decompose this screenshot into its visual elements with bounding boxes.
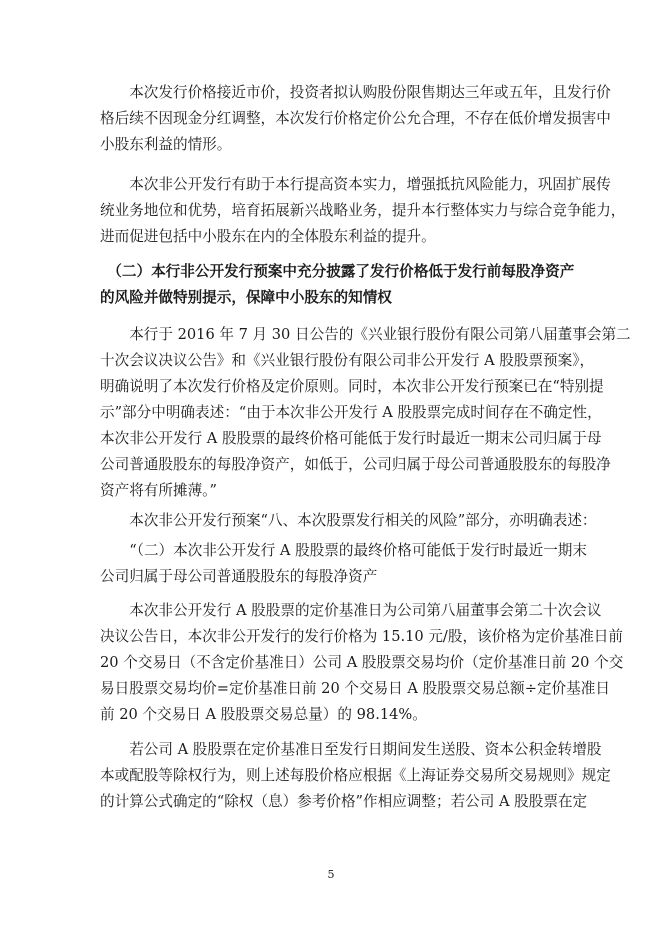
paragraph	[100, 80, 611, 158]
text-line: “（二）本次非公开发行 A 股股票的最终价格可能低于发行时最近一期末	[100, 542, 587, 559]
paragraph	[100, 737, 611, 815]
text-line: （二）本行非公开发行预案中充分披露了发行价格低于发行前每股净资产	[100, 263, 575, 280]
text-line: 20 个交易日（不含定价基准日）公司 A 股股票交易均价（定价基准日前 20 个交	[100, 654, 624, 671]
text-line: 本次非公开发行 A 股股票的定价基准日为公司第八届董事会第二十次会议	[100, 602, 602, 619]
paragraph	[100, 598, 624, 728]
section-heading	[100, 259, 575, 311]
text-line: 公司普通股股东的每股净资产，如低于，公司归属于母公司普通股股东的每股净	[100, 456, 611, 473]
text-line: 明确说明了本次发行价格及定价原则。同时，本次非公开发行预案已在“特别提	[100, 378, 604, 395]
text-line: 进而促进包括中小股东在内的全体股东利益的提升。	[100, 228, 436, 245]
text-line: 资产将有所摊薄。”	[100, 482, 217, 499]
text-line: 前 20 个交易日 A 股股票交易总量）的 98.14%。	[100, 706, 427, 723]
text-line: 本行于 2016 年 7 月 30 日公告的《兴业银行股份有限公司第八届董事会第二	[100, 326, 631, 343]
text-line: 本或配股等除权行为，则上述每股价格应根据《上海证券交易所交易规则》规定	[100, 767, 611, 784]
text-line: 的风险并做特别提示，保障中小股东的知情权	[100, 289, 392, 306]
paragraph	[100, 538, 587, 590]
text-line: 统业务地位和优势，培育拓展新兴战略业务，提升本行整体实力与综合竞争能力，	[100, 202, 626, 219]
text-line: 本次发行价格接近市价，投资者拟认购股份限售期达三年或五年，且发行价	[100, 84, 611, 101]
text-line: 示”部分中明确表述：“由于本次非公开发行 A 股股票完成时间存在不确定性，	[100, 404, 602, 421]
paragraph	[100, 508, 597, 534]
text-line: 的计算公式确定的“除权（息）参考价格”作相应调整；若公司 A 股股票在定	[100, 793, 588, 810]
text-line: 本次非公开发行预案“八、本次股票发行相关的风险”部分，亦明确表述：	[100, 512, 597, 529]
text-line: 格后续不因现金分红调整，本次发行价格定价公允合理，不存在低价增发损害中	[100, 110, 611, 127]
paragraph	[100, 172, 626, 250]
text-line: 易日股票交易均价=定价基准日前 20 个交易日 A 股股票交易总额÷定价基准日	[100, 680, 610, 697]
text-line: 小股东利益的情形。	[100, 136, 232, 153]
paragraph	[100, 322, 631, 504]
page-number: 5	[327, 868, 335, 881]
text-line: 本次非公开发行 A 股股票的最终价格可能低于发行时最近一期末公司归属于母	[100, 430, 602, 447]
text-line: 决议公告日，本次非公开发行的发行价格为 15.10 元/股，该价格为定价基准日前	[100, 628, 623, 645]
text-line: 十次会议决议公告》和《兴业银行股份有限公司非公开发行 A 股股票预案》，	[100, 352, 595, 369]
text-line: 本次非公开发行有助于本行提高资本实力，增强抵抗风险能力，巩固扩展传	[100, 176, 611, 193]
text-line: 公司归属于母公司普通股股东的每股净资产	[100, 568, 378, 585]
text-line: 若公司 A 股股票在定价基准日至发行日期间发生送股、资本公积金转增股	[100, 741, 602, 758]
